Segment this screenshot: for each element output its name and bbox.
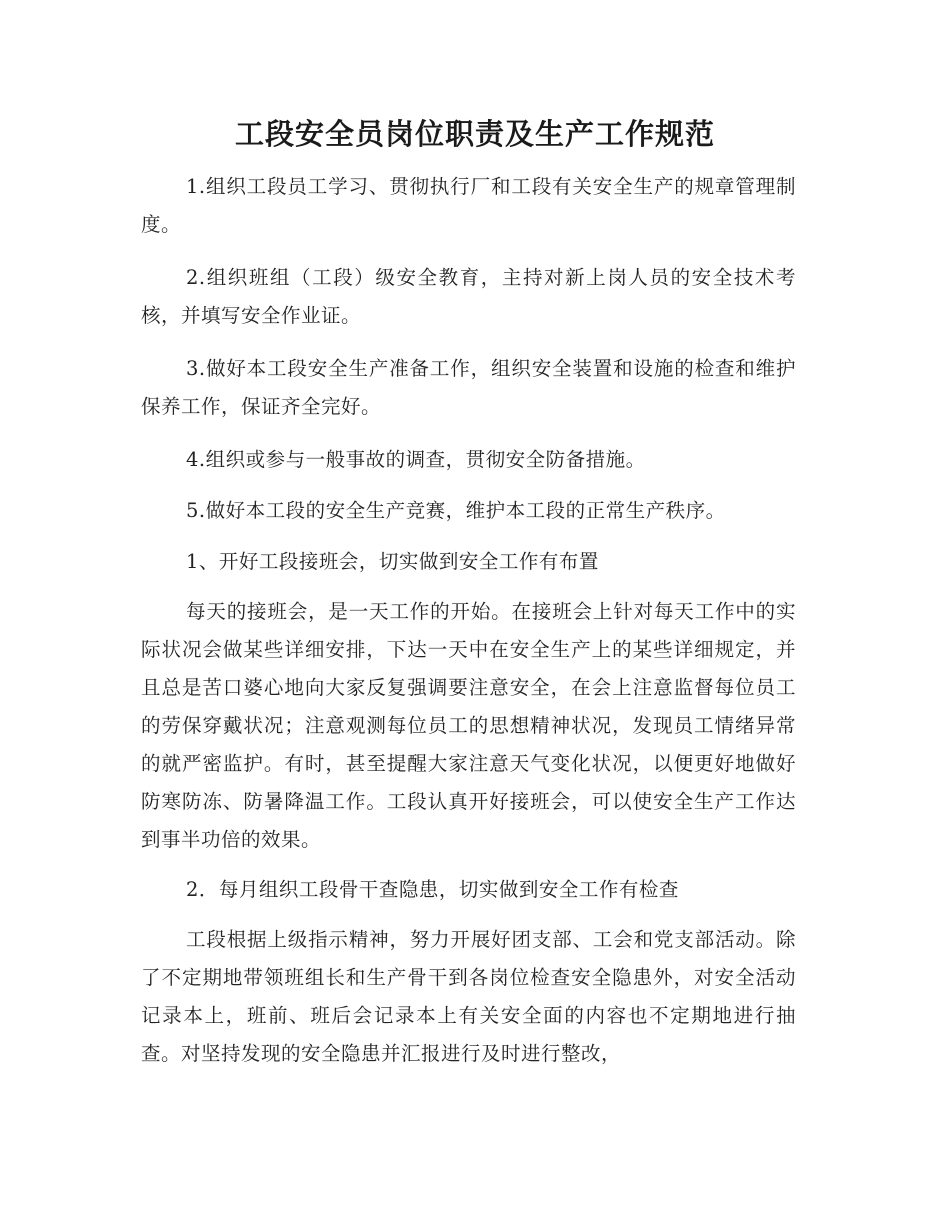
paragraph-duty-2: 2.组织班组（工段）级安全教育，主持对新上岗人员的安全技术考核，并填写安全作业证。 <box>141 266 796 327</box>
paragraph-duty-1: 1.组织工段员工学习、贯彻执行厂和工段有关安全生产的规章管理制度。 <box>141 175 796 236</box>
section-heading-2: 2．每月组织工段骨干查隐患，切实做到安全工作有检查 <box>186 878 679 901</box>
paragraph-duty-4: 4.组织或参与一般事故的调查，贯彻安全防备措施。 <box>186 448 646 471</box>
paragraph-section-2-body: 工段根据上级指示精神，努力开展好团支部、工会和党支部活动。除了不定期地带领班组长和生产骨干到各岗位检查安全隐患外，对安全活动记录本上，班前、班后会记录本上有关安全面的内容也不定期地进行抽查。对坚持发现的安全隐患并汇报进行及时进行整改， <box>141 928 796 1065</box>
document-body <box>141 168 796 1073</box>
section-heading-1: 1、开好工段接班会，切实做到安全工作有布置 <box>186 550 599 573</box>
document-title: 工段安全员岗位职责及生产工作规范 <box>234 117 715 151</box>
paragraph-duty-3: 3.做好本工段安全生产准备工作，组织安全装置和设施的检查和维护保养工作，保证齐全完好。 <box>141 357 796 418</box>
paragraph-section-1-body: 每天的接班会，是一天工作的开始。在接班会上针对每天工作中的实际状况会做某些详细安排，下达一天中在安全生产上的某些详细规定，并且总是苦口婆心地向大家反复强调要注意安全，在会上注意监督每位员工的劳保穿戴状况；注意观测每位员工的思想精神状况，发现员工情绪异常的就严密监护。有时，甚至提醒大家注意天气变化状况，以便更好地做好防寒防冻、防暑降温工作。工段认真开好接班会，可以使安全生产工作达到事半功倍的效果。 <box>141 600 796 851</box>
paragraph-duty-5: 5.做好本工段的安全生产竞赛，维护本工段的正常生产秩序。 <box>186 499 726 522</box>
